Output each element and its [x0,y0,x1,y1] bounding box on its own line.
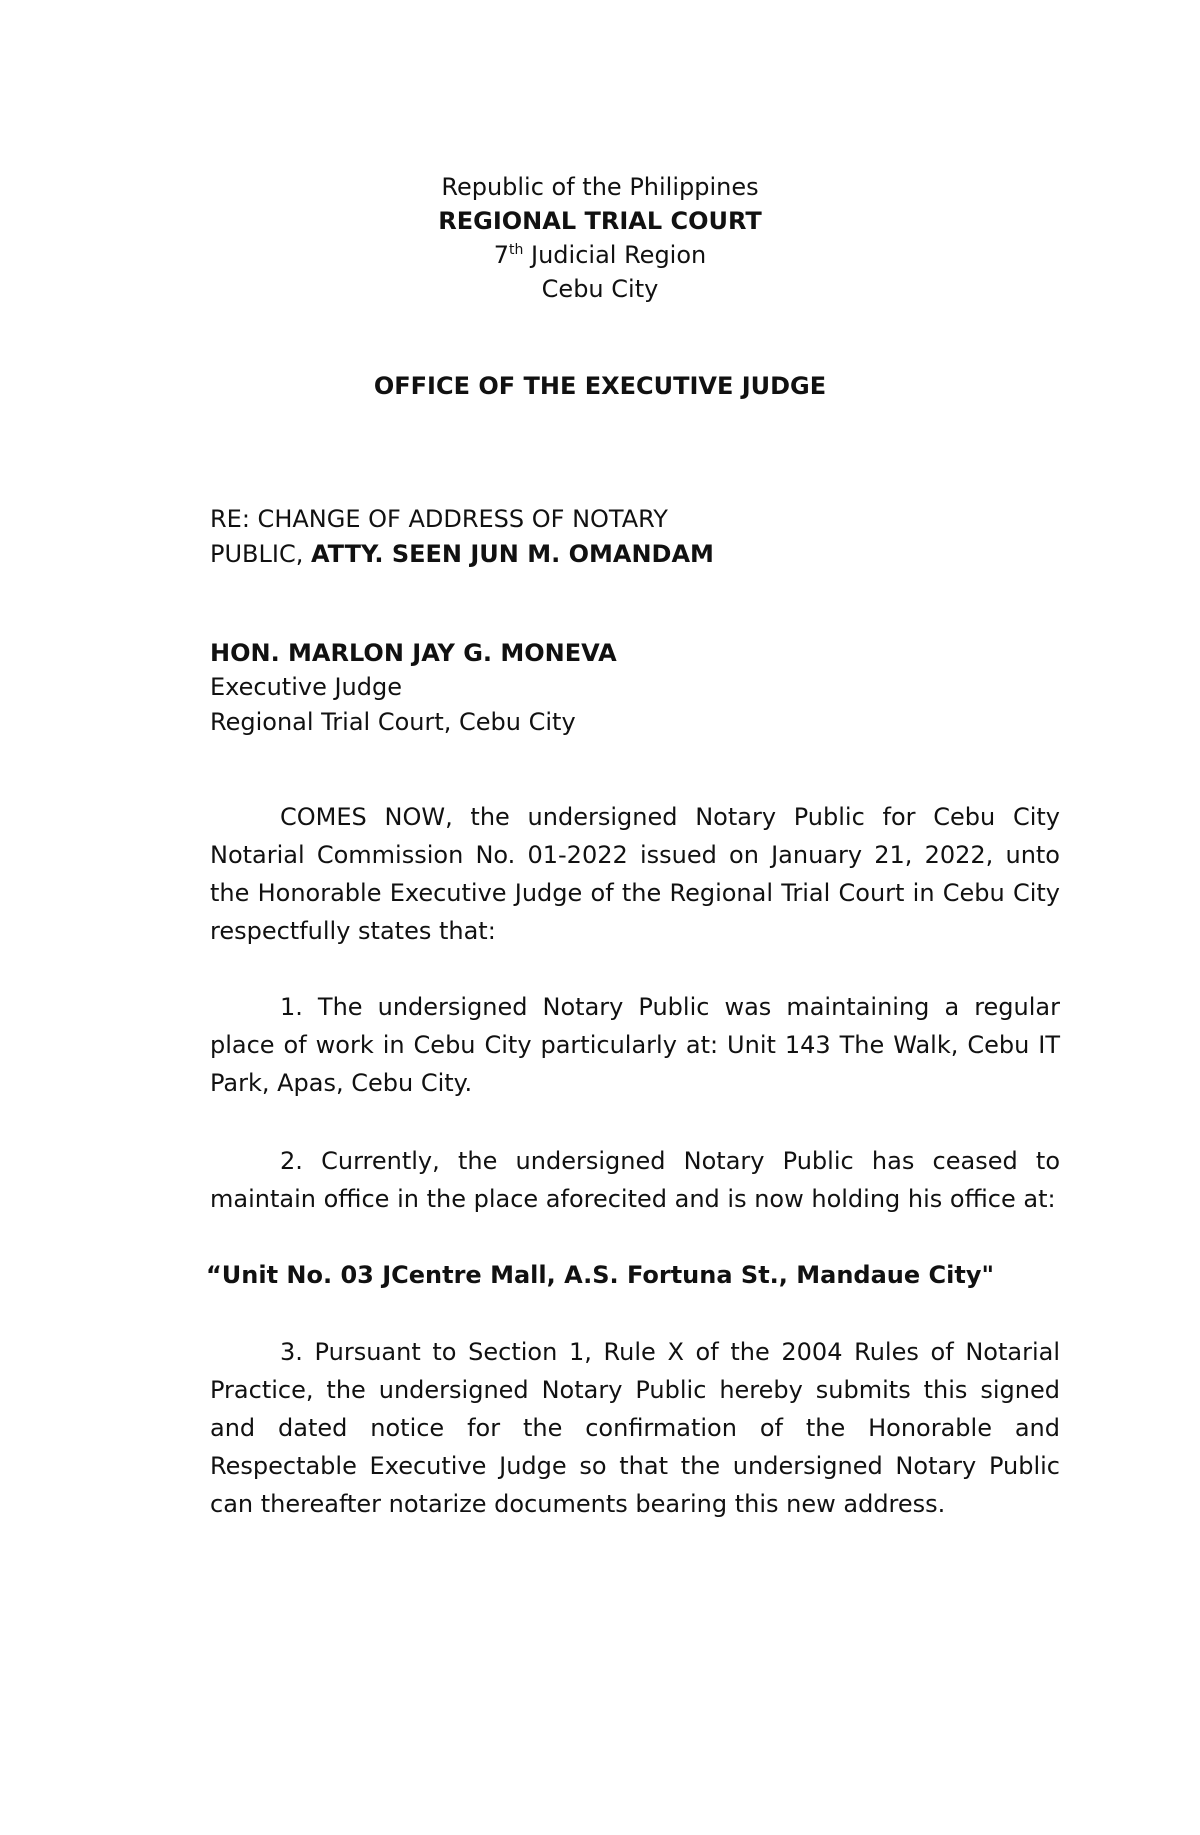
addressee-title: Executive Judge [210,673,402,701]
addressee-name: HON. MARLON JAY G. MONEVA [210,639,617,667]
item-2-paragraph: 2. Currently, the undersigned Notary Public has ceased to maintain office in the place aforecited and is now holding his office at: [210,1147,1060,1213]
judicial-region-line [0,236,1200,274]
office-title: OFFICE OF THE EXECUTIVE JUDGE [373,372,827,400]
intro-paragraph: COMES NOW, the undersigned Notary Public for Cebu City Notarial Commission No. 01-2022 issued on January 21, 2022, unto the Honorable Executive Judge of the Regional Trial Court in Cebu City respectfully states that: [210,803,1060,945]
notary-name: ATTY. SEEN JUN M. OMANDAM [310,540,714,568]
addressee-court: Regional Trial Court, Cebu City [210,708,576,736]
item-1-paragraph: 1. The undersigned Notary Public was maintaining a regular place of work in Cebu City particularly at: Unit 143 The Walk, Cebu IT Park, Apas, Cebu City. [210,993,1060,1097]
region-number: 7 [493,241,510,269]
region-suffix: th [509,242,524,258]
re-line-1: RE: CHANGE OF ADDRESS OF NOTARY [210,505,668,533]
republic-line: Republic of the Philippines [441,173,759,201]
court-title: REGIONAL TRIAL COURT [438,207,762,235]
item-3-paragraph: 3. Pursuant to Section 1, Rule X of the 2004 Rules of Notarial Practice, the undersigned Notary Public hereby submits this signed and dated notice for the confirmation of the Honorable and Respectable Executive Judge so that the undersigned Notary Public can thereafter notarize documents bearing this new address. [210,1338,1060,1518]
re-line-2 [210,535,714,573]
re-line-2-prefix: PUBLIC, [210,540,311,568]
region-text: Judicial Region [523,241,707,269]
city-line: Cebu City [541,275,659,303]
new-address: “Unit No. 03 JCentre Mall, A.S. Fortuna St., Mandaue City" [206,1261,994,1289]
